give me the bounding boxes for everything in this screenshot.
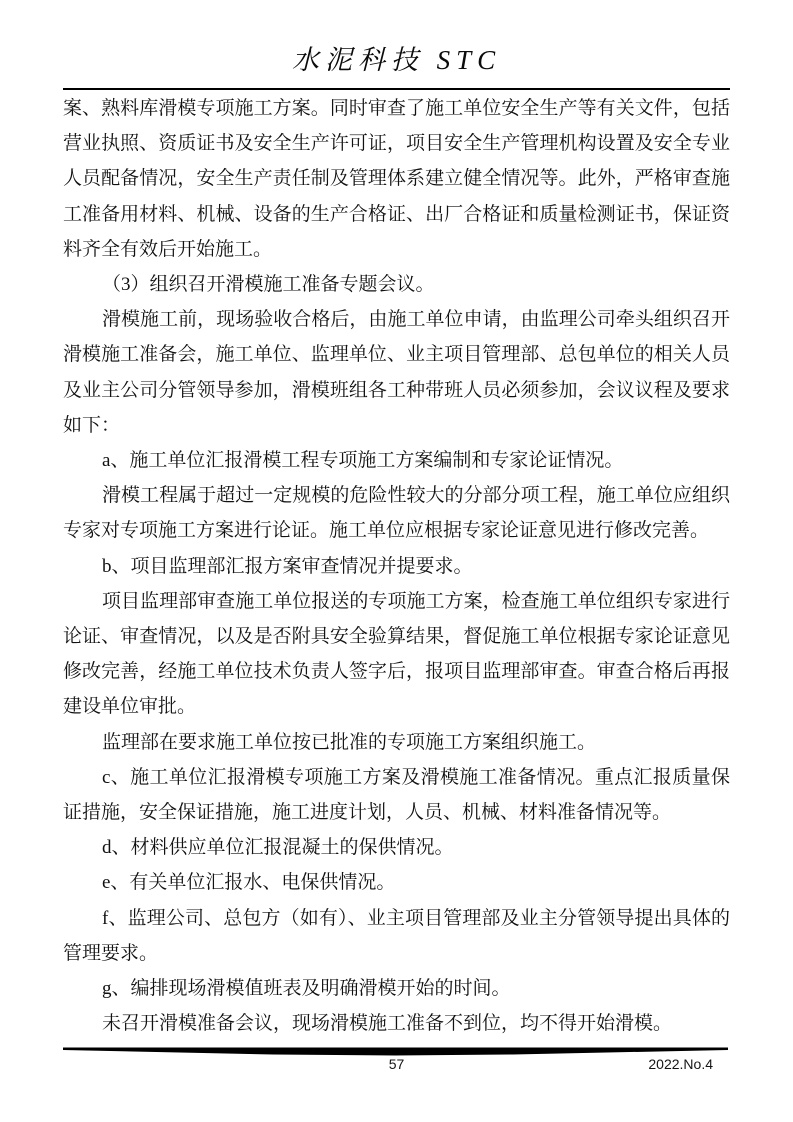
paragraph: 监理部在要求施工单位按已批准的专项施工方案组织施工。	[102, 731, 597, 753]
paragraph: 未召开滑模准备会议，现场滑模施工准备不到位，均不得开始滑模。	[102, 1013, 673, 1035]
paragraph: （3）组织召开滑模施工准备专题会议。	[102, 274, 435, 296]
footer-issue-label: 2022.No.4	[648, 1056, 713, 1072]
paragraph: b、项目监理部汇报方案审查情况并提要求。	[102, 555, 473, 577]
footer-page-number: 57	[388, 1056, 405, 1072]
paragraph: d、材料供应单位汇报混凝土的保供情况。	[102, 837, 454, 859]
paragraph: 滑模工程属于超过一定规模的危险性较大的分部分项工程，施工单位应组织专家对专项施工方案进行论证。施工单位应根据专家论证意见进行修改完善。	[63, 485, 730, 542]
paragraph: e、有关单位汇报水、电保供情况。	[102, 872, 396, 894]
paragraph: 案、熟料库滑模专项施工方案。同时审查了施工单位安全生产等有关文件，包括营业执照、资质证书及安全生产许可证，项目安全生产管理机构设置及安全专业人员配备情况，安全生产责任制及管理体系建立健全情况等。此外，严格审查施工准备用材料、机械、设备的生产合格证、出厂合格证和质量检测证书，保证资料齐全有效后开始施工。	[63, 98, 730, 260]
journal-title: 水泥科技 STC	[291, 45, 502, 75]
paragraph: g、编排现场滑模值班表及明确滑模开始的时间。	[102, 978, 511, 1000]
paragraph: 滑模施工前，现场验收合格后，由施工单位申请，由监理公司牵头组织召开滑模施工准备会，施工单位、监理单位、业主项目管理部、总包单位的相关人员及业主公司分管领导参加，滑模班组各工种带班人员必须参加，会议议程及要求如下：	[63, 309, 730, 436]
body-text	[63, 91, 730, 1041]
paragraph: f、监理公司、总包方（如有）、业主项目管理部及业主分管领导提出具体的管理要求。	[63, 907, 730, 964]
paragraph: c、施工单位汇报滑模专项施工方案及滑模施工准备情况。重点汇报质量保证措施，安全保证措施，施工进度计划，人员、机械、材料准备情况等。	[63, 766, 730, 824]
header-rule	[63, 88, 730, 90]
paragraph: a、施工单位汇报滑模工程专项施工方案编制和专家论证情况。	[102, 450, 624, 472]
paragraph: 项目监理部审查施工单位报送的专项施工方案，检查施工单位组织专家进行论证、审查情况，以及是否附具安全验算结果，督促施工单位根据专家论证意见修改完善，经施工单位技术负责人签字后，报项目监理部审查。审查合格后再报建设单位审批。	[63, 590, 730, 718]
